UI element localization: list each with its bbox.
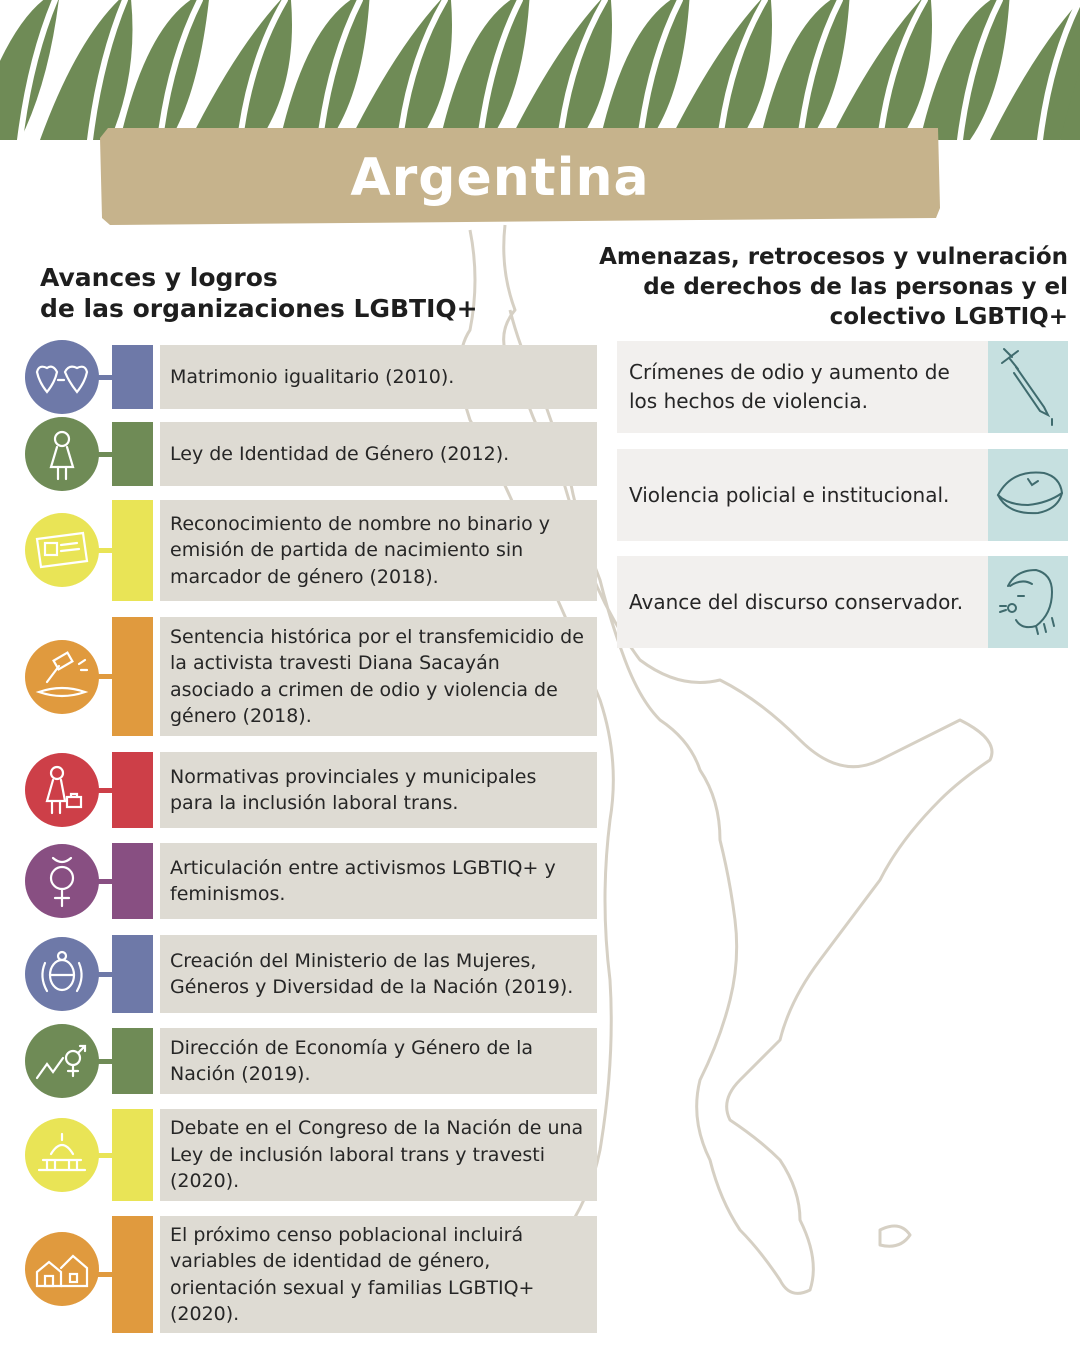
police-cap-icon	[988, 449, 1068, 541]
color-bar	[112, 752, 153, 828]
advance-card	[160, 752, 597, 828]
congress-icon	[25, 1118, 99, 1192]
advance-text: Dirección de Economía y Género de la Nación (2019).	[170, 1036, 534, 1085]
threat-item	[617, 341, 1068, 433]
color-bar	[112, 617, 153, 736]
advance-item	[0, 1028, 600, 1094]
color-bar	[112, 1028, 153, 1094]
hearts-icon	[25, 340, 99, 414]
advance-item	[0, 500, 600, 601]
page-title: Argentina	[350, 148, 650, 208]
advance-item	[0, 1216, 600, 1333]
advance-item	[0, 617, 600, 736]
houses-icon	[25, 1232, 99, 1306]
speaking-face-icon	[988, 556, 1068, 648]
threat-card	[617, 341, 988, 433]
threat-item	[617, 556, 1068, 648]
advance-text: Creación del Ministerio de las Mujeres, Géneros y Diversidad de la Nación (2019).	[170, 949, 574, 998]
threat-card	[617, 556, 988, 648]
threats-heading-line3: colectivo LGBTIQ+	[829, 304, 1068, 330]
economy-gender-icon	[25, 1024, 99, 1098]
threat-text: Crímenes de odio y aumento de los hechos de violencia.	[629, 360, 950, 413]
connector-line	[92, 788, 114, 793]
advance-card	[160, 1109, 597, 1201]
advance-text: Debate en el Congreso de la Nación de una Ley de inclusión laboral trans y travesti (2020).	[170, 1117, 584, 1193]
advance-text: El próximo censo poblacional incluirá variables de identidad de género, orientación sexual y familias LGBTIQ+ (2020).	[170, 1223, 535, 1325]
gavel-icon	[25, 640, 99, 714]
threats-heading-line2: de derechos de las personas y el	[643, 274, 1068, 300]
advance-text: Sentencia histórica por el transfemicidio de la activista travesti Diana Sacayán asociado a crimen de odio y violencia de género (2018).	[170, 625, 584, 727]
advance-text: Matrimonio igualitario (2010).	[170, 365, 455, 388]
threat-text: Violencia policial e institucional.	[629, 482, 950, 507]
color-bar	[112, 1109, 153, 1201]
advances-heading-line1: Avances y logros	[40, 263, 278, 292]
advance-text: Reconocimiento de nombre no binario y emisión de partida de nacimiento sin marcador de género (2018).	[170, 512, 551, 588]
connector-line	[92, 879, 114, 884]
color-bar	[112, 500, 153, 601]
color-bar	[112, 345, 153, 409]
advance-card	[160, 935, 597, 1013]
advance-card	[160, 617, 597, 736]
advances-heading	[40, 262, 540, 324]
id-card-icon	[25, 513, 99, 587]
advance-item	[0, 1109, 600, 1201]
advance-card	[160, 500, 597, 601]
color-bar	[112, 1216, 153, 1333]
threat-text: Avance del discurso conservador.	[629, 589, 964, 614]
advance-item	[0, 935, 600, 1013]
advance-text: Ley de Identidad de Género (2012).	[170, 442, 510, 465]
advance-card	[160, 1216, 597, 1333]
connector-line	[92, 452, 114, 457]
advance-text: Articulación entre activismos LGBTIQ+ y feminismos.	[170, 856, 556, 905]
advance-card	[160, 345, 597, 409]
connector-line	[92, 1059, 114, 1064]
dagger-icon	[988, 341, 1068, 433]
leaf-pattern	[0, 0, 1080, 140]
advance-text: Normativas provinciales y municipales para la inclusión laboral trans.	[170, 765, 537, 814]
color-bar	[112, 843, 153, 919]
worker-icon	[25, 753, 99, 827]
person-icon	[25, 417, 99, 491]
advance-item	[0, 752, 600, 828]
connector-line	[92, 972, 114, 977]
connector-line	[92, 1272, 114, 1277]
advance-item	[0, 422, 600, 486]
advance-item	[0, 345, 600, 409]
title-banner	[100, 128, 940, 228]
threat-card	[617, 449, 988, 541]
color-bar	[112, 935, 153, 1013]
threat-item	[617, 449, 1068, 541]
connector-line	[92, 375, 114, 380]
national-seal-icon	[25, 937, 99, 1011]
connector-line	[92, 1153, 114, 1158]
connector-line	[92, 674, 114, 679]
advance-item	[0, 843, 600, 919]
gender-symbol-icon	[25, 844, 99, 918]
advance-card	[160, 843, 597, 919]
advance-card	[160, 422, 597, 486]
color-bar	[112, 422, 153, 486]
threats-heading-line1: Amenazas, retrocesos y vulneración	[599, 244, 1068, 270]
connector-line	[92, 548, 114, 553]
advances-heading-line2: de las organizaciones LGBTIQ+	[40, 294, 478, 323]
threats-heading	[588, 242, 1068, 332]
advance-card	[160, 1028, 597, 1094]
